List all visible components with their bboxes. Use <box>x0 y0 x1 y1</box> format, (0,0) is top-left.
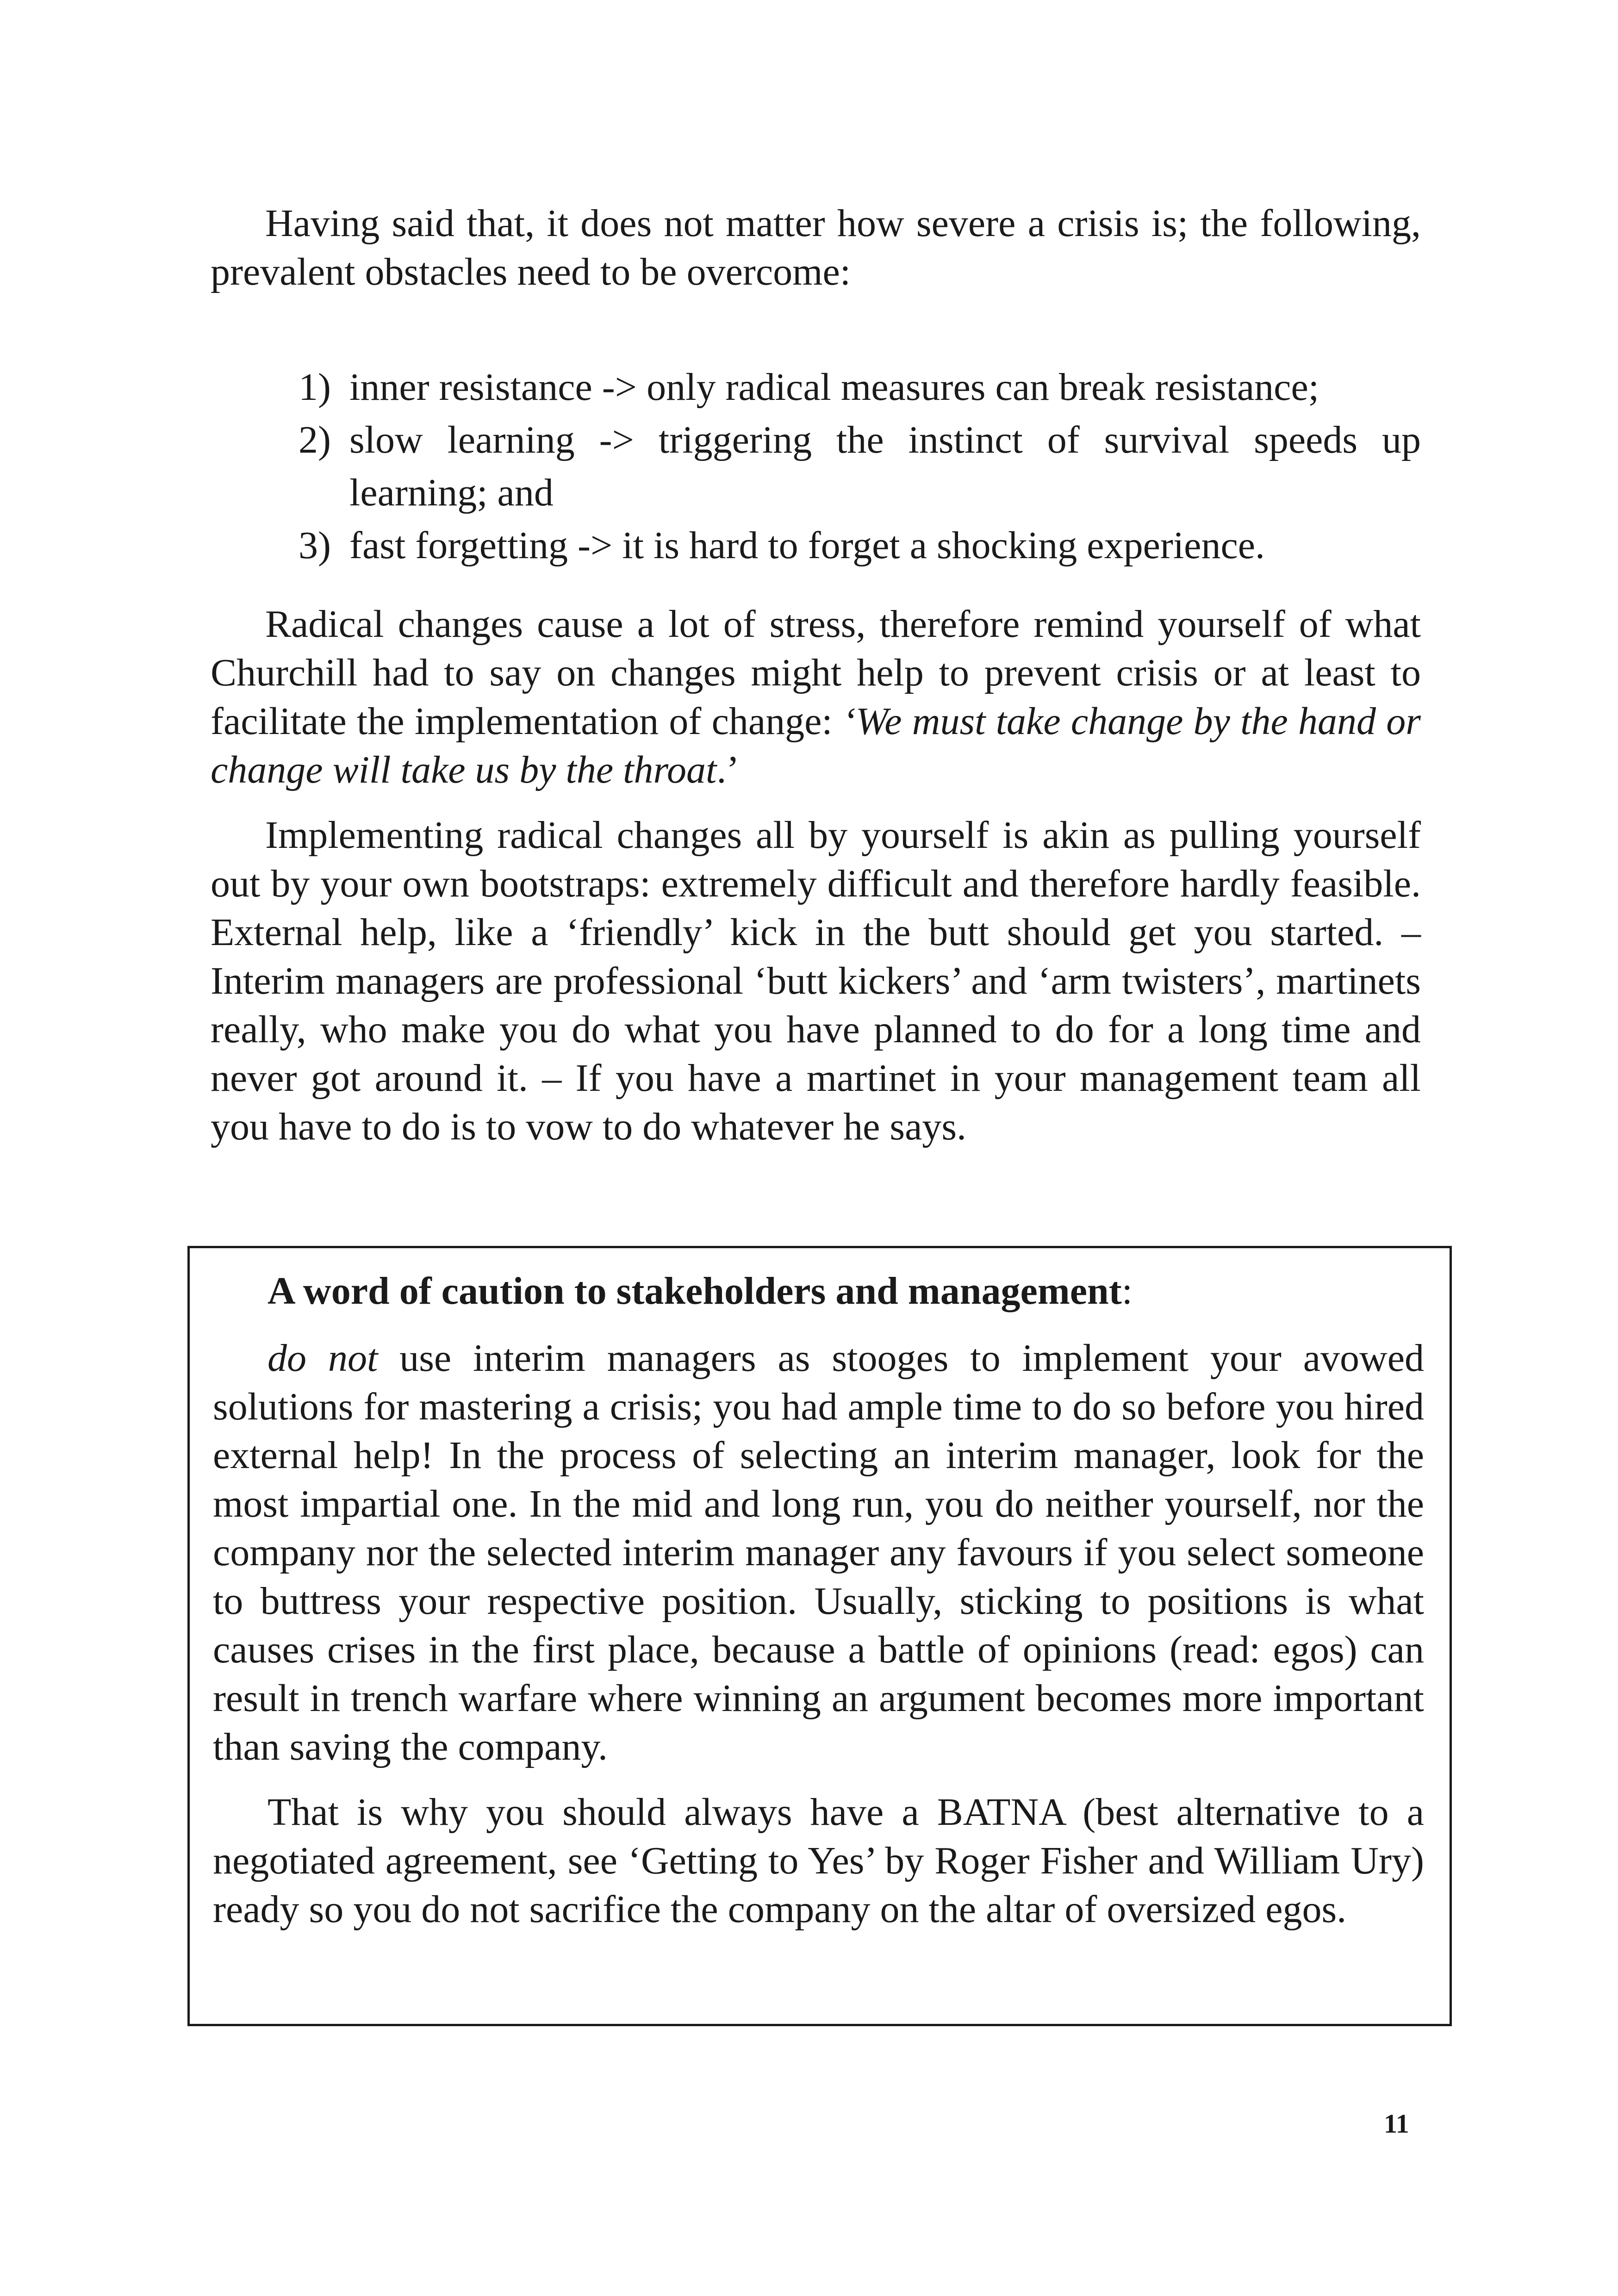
churchill-quote-end: .’ <box>716 748 740 791</box>
churchill-quote: ‘We must take change by the hand or change will take us by the throat <box>211 700 1421 791</box>
list-item-number: 2) <box>299 418 331 461</box>
caution-heading-text: A word of caution to stakeholders and management <box>268 1269 1122 1313</box>
caution-box <box>187 1246 1452 2026</box>
caution-heading <box>213 1267 1424 1315</box>
list-item-text: inner resistance -> only radical measures can break resistance; <box>349 366 1319 409</box>
list-item-number: 1) <box>299 366 331 409</box>
caution-heading-colon: : <box>1121 1269 1133 1313</box>
list-item-number: 3) <box>299 524 331 567</box>
churchill-text: Radical changes cause a lot of stress, therefore remind yourself of what Churchill had to say on changes might help to prevent crisis or at least to facilitate the implementation of change: <box>211 603 1421 743</box>
list-item <box>211 519 1421 572</box>
caution-emphasis: do not <box>268 1337 378 1380</box>
caution-text: use interim managers as stooges to implement your avowed solutions for mastering a crisis; you had ample time to do so before you hired external help! In the process of selecting an interim manager, look for the most impartial one. In the mid and long run, you do neither yourself, nor the company nor the selected interim manager any favours if you select someone to buttress your respective position. Usually, sticking to positions is what causes crises in the first place, because a battle of opinions (read: egos) can result in trench warfare where winning an argument becomes more important than saving the company. <box>213 1337 1425 1768</box>
intro-paragraph: Having said that, it does not matter how severe a crisis is; the following, prevalent obstacles need to be overcome: <box>211 202 1421 293</box>
page-number: 11 <box>1384 2109 1409 2139</box>
list-item-text: fast forgetting -> it is hard to forget a shocking experience. <box>349 524 1265 567</box>
caution-paragraph <box>213 1334 1424 1771</box>
list-item <box>211 414 1421 519</box>
list-item <box>211 361 1421 414</box>
batna-paragraph: That is why you should always have a BATNA (best alternative to a negotiated agreement, see ‘Getting to Yes’ by Roger Fisher and William Ury) ready so you do not sacrifice the company on the altar of oversized egos. <box>213 1791 1424 1931</box>
obstacles-list <box>211 361 1421 572</box>
page-body <box>211 199 1421 1168</box>
list-item-text: slow learning -> triggering the instinct of survival speeds up learning; and <box>349 418 1421 514</box>
bootstraps-paragraph: Implementing radical changes all by yourself is akin as pulling yourself out by your own bootstraps: extremely difficult and therefore hardly feasible. External help, like a ‘friendly’ kick in the butt should get you started. – Interim managers are professional ‘butt kickers’ and ‘arm twisters’, martinets really, who make you do what you have planned to do for a long time and never got around it. – If you have a martinet in your management team all you have to do is to vow to do whatever he says. <box>211 814 1421 1148</box>
churchill-paragraph <box>211 600 1421 794</box>
